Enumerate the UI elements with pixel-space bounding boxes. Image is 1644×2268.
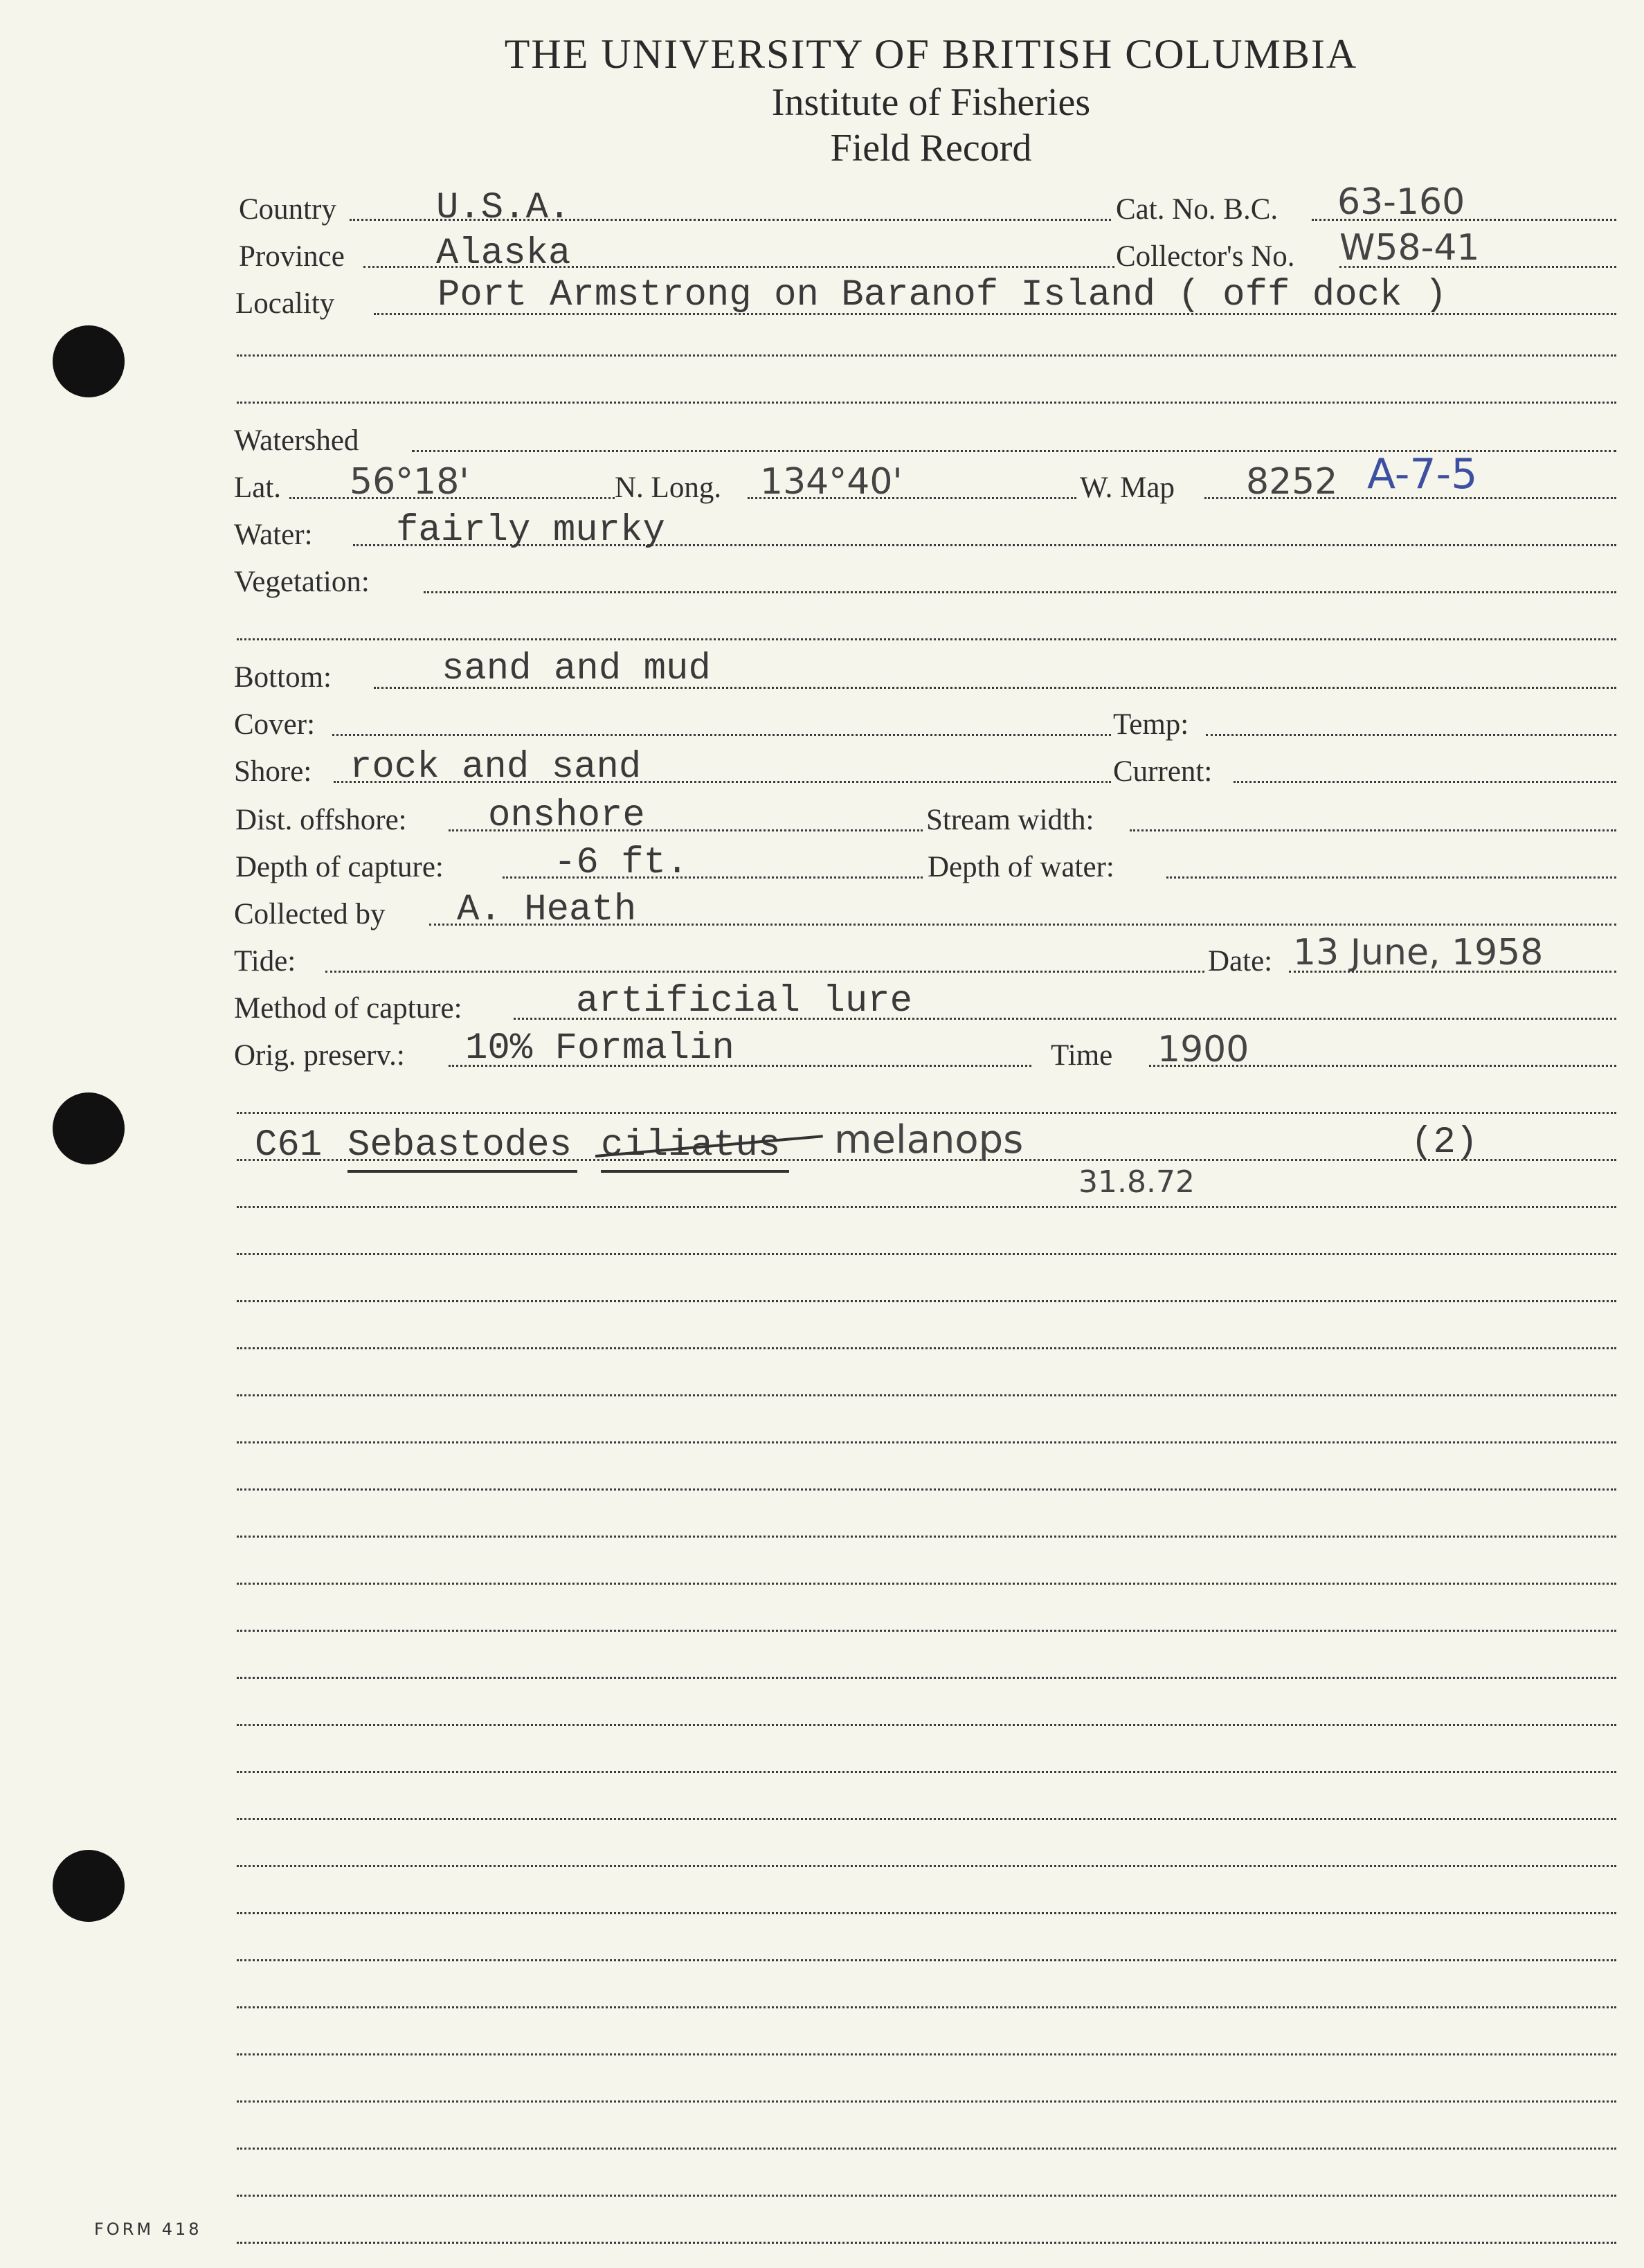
ruled-line	[237, 1677, 1616, 1679]
form-number: FORM 418	[94, 2220, 202, 2239]
preserv-label: Orig. preserv.:	[234, 1039, 405, 1072]
ruled-line	[237, 2006, 1616, 2008]
locality-label: Locality	[235, 287, 335, 320]
ruled-line	[237, 1724, 1616, 1726]
cover-label: Cover:	[234, 708, 316, 741]
bottom-value: sand and mud	[442, 648, 711, 690]
depth-capture-label: Depth of capture:	[235, 851, 444, 883]
country-value: U.S.A.	[436, 187, 571, 229]
ruled-line	[237, 1536, 1616, 1538]
institute-title: Institute of Fisheries	[771, 81, 1091, 124]
ruled-line	[237, 2242, 1616, 2244]
punch-hole-top	[53, 325, 125, 397]
specimen-correction-date: 31.8.72	[1078, 1164, 1195, 1200]
ruled-line	[237, 2053, 1616, 2055]
water-value: fairly murky	[396, 510, 665, 552]
collectors-no-label: Collector's No.	[1116, 240, 1295, 273]
ruled-line	[237, 1441, 1616, 1443]
collectors-no-value: W58-41	[1339, 227, 1480, 269]
province-value: Alaska	[436, 233, 571, 275]
country-label: Country	[239, 193, 336, 226]
dist-offshore-label: Dist. offshore:	[235, 804, 407, 836]
lat-label: Lat.	[234, 471, 282, 504]
shore-value: rock and sand	[350, 746, 642, 789]
lat-value: 56°18'	[350, 461, 469, 503]
specimen-species-struck: ciliatus	[601, 1124, 781, 1167]
ruled-line	[237, 1206, 1616, 1208]
tide-label: Tide:	[234, 945, 296, 978]
specimen-genus: Sebastodes	[347, 1124, 572, 1167]
current-label: Current:	[1113, 755, 1213, 788]
punch-hole-middle	[53, 1092, 125, 1164]
watershed-label: Watershed	[234, 424, 359, 457]
date-label: Date:	[1208, 945, 1273, 978]
ruled-line	[237, 1818, 1616, 1820]
ruled-line	[237, 1630, 1616, 1632]
specimen-code: C61	[255, 1124, 323, 1167]
ruled-line	[237, 1394, 1616, 1396]
collected-by-value: A. Heath	[457, 889, 637, 931]
time-value: 1900	[1157, 1029, 1249, 1070]
ruled-line	[237, 2195, 1616, 2197]
specimen-species-correction: melanops	[834, 1117, 1024, 1162]
cat-no-value: 63-160	[1337, 181, 1465, 223]
ruled-line	[237, 1347, 1616, 1349]
long-value: 134°40'	[760, 461, 903, 503]
method-label: Method of capture:	[234, 992, 462, 1025]
water-label: Water:	[234, 519, 313, 551]
map-value: 8252	[1246, 461, 1338, 503]
ruled-line	[237, 1912, 1616, 1914]
province-label: Province	[239, 240, 345, 273]
ruled-line	[237, 2148, 1616, 2150]
ruled-line	[237, 1959, 1616, 1961]
vegetation-label: Vegetation:	[234, 566, 370, 598]
punch-hole-bottom	[53, 1850, 125, 1922]
university-title: THE UNIVERSITY OF BRITISH COLUMBIA	[504, 31, 1358, 77]
ruled-line	[237, 1865, 1616, 1867]
method-value: artificial lure	[576, 980, 913, 1023]
ruled-line	[237, 2100, 1616, 2103]
preserv-value: 10% Formalin	[465, 1027, 734, 1070]
time-label: Time	[1051, 1039, 1113, 1072]
form-title: Field Record	[830, 127, 1032, 170]
shore-label: Shore:	[234, 755, 312, 788]
stream-width-label: Stream width:	[926, 804, 1094, 836]
temp-label: Temp:	[1113, 708, 1189, 741]
locality-value: Port Armstrong on Baranof Island ( off dock )	[437, 274, 1447, 316]
bottom-label: Bottom:	[234, 661, 332, 694]
ruled-line	[237, 1253, 1616, 1255]
collected-by-label: Collected by	[234, 898, 386, 930]
ruled-line	[237, 1771, 1616, 1773]
depth-capture-value: -6 ft.	[554, 842, 689, 884]
date-value: 13 June, 1958	[1293, 932, 1544, 973]
ruled-line	[237, 1300, 1616, 1302]
specimen-count: (2)	[1411, 1122, 1479, 1164]
map-annotation: A-7-5	[1367, 450, 1478, 498]
dist-offshore-value: onshore	[488, 795, 645, 837]
ruled-line	[237, 1583, 1616, 1585]
depth-water-label: Depth of water:	[928, 851, 1114, 883]
cat-no-label: Cat. No. B.C.	[1116, 193, 1279, 226]
map-label: W. Map	[1080, 471, 1175, 504]
ruled-line	[237, 1488, 1616, 1491]
long-label: N. Long.	[615, 471, 722, 504]
